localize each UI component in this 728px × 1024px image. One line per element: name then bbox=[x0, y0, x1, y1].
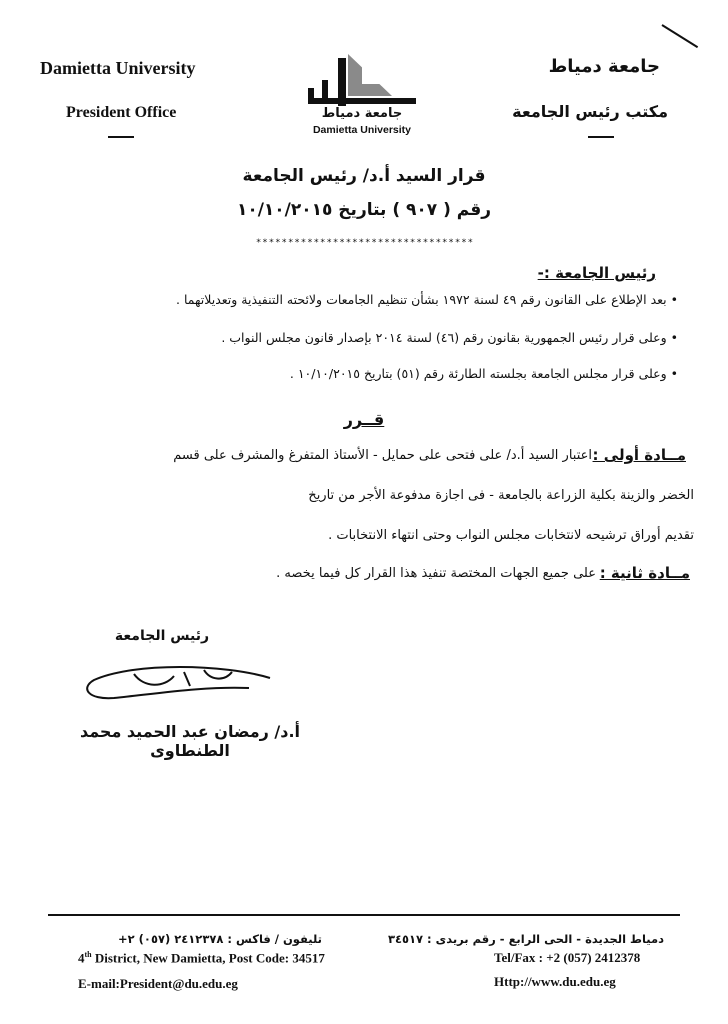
office-name-ar: مكتب رئيس الجامعة bbox=[512, 102, 668, 121]
preamble-item-text: وعلى قرار رئيس الجمهورية بقانون رقم (٤٦) لسنة ٢٠١٤ بإصدار قانون مجلس النواب . bbox=[221, 330, 667, 345]
footer-address-text: District, New Damietta, Post Code: 34517 bbox=[91, 950, 325, 966]
divider bbox=[588, 136, 614, 138]
corner-mark bbox=[661, 24, 698, 48]
university-name-en: Damietta University bbox=[40, 58, 196, 78]
signature-title: رئيس الجامعة bbox=[114, 628, 210, 644]
preamble-heading: رئيس الجامعة :- bbox=[537, 264, 656, 282]
decree-number: رقم ( ٩٠٧ ) بتاريخ ١٠/١٠/٢٠١٥ bbox=[236, 200, 492, 220]
bullet: • bbox=[666, 292, 678, 307]
university-name-ar: جامعة دمياط bbox=[548, 56, 660, 77]
footer-address-en bbox=[78, 950, 325, 966]
office-name-en: President Office bbox=[66, 104, 177, 121]
footer-phone-ar: تليفون / فاكس : ٢٤١٢٣٧٨ (٠٥٧) ٢+ bbox=[117, 932, 323, 946]
preamble-item bbox=[88, 330, 678, 345]
handwritten-signature bbox=[74, 658, 274, 706]
logo-text-en: Damietta University bbox=[312, 124, 412, 136]
footer-address-number: 4 bbox=[78, 950, 85, 966]
decree-title: قرار السيد أ.د/ رئيس الجامعة bbox=[242, 166, 486, 186]
footer-tel-en: Tel/Fax : +2 (057) 2412378 bbox=[494, 950, 641, 965]
star-separator: ********************************** bbox=[255, 238, 475, 248]
divider bbox=[108, 136, 134, 138]
footer-website[interactable]: Http://www.du.edu.eg bbox=[494, 974, 616, 989]
logo-emblem-icon bbox=[300, 50, 424, 112]
article-1-line: اعتبار السيد أ.د/ على فتحى على حمايل - الأستاذ المتفرغ والمشرف على قسم bbox=[173, 448, 592, 463]
preamble-item bbox=[88, 292, 678, 307]
article-2-text: على جميع الجهات المختصة تنفيذ هذا القرار كل فيما يخصه . bbox=[276, 566, 596, 581]
article-1-label: مــادة أولى : bbox=[592, 446, 686, 464]
footer-address-sup: th bbox=[84, 950, 92, 959]
footer-address-ar: دمياط الجديدة - الحى الرابع - رقم بريدى : ٣٤٥١٧ bbox=[387, 932, 664, 946]
article-1-line: تقديم أوراق ترشيحه لانتخابات مجلس النواب وحتى انتهاء الانتخابات . bbox=[328, 528, 694, 543]
article-2-label: مــادة ثانية : bbox=[599, 564, 690, 582]
preamble-item-text: بعد الإطلاع على القانون رقم ٤٩ لسنة ١٩٧٢ بشأن تنظيم الجامعات ولائحته التنفيذية وتعديلاتهما . bbox=[176, 292, 667, 307]
bullet: • bbox=[666, 330, 678, 345]
article-1-line: الخضر والزينة بكلية الزراعة بالجامعة - فى اجازة مدفوعة الأجر من تاريخ bbox=[308, 488, 694, 503]
signatory-name: أ.د/ رمضان عبد الحميد محمد الطنطاوى bbox=[79, 722, 301, 760]
logo-text-ar: جامعة دمياط bbox=[321, 106, 403, 121]
footer-divider bbox=[48, 914, 680, 916]
preamble-item-text: وعلى قرار مجلس الجامعة بجلسته الطارئة رقم (٥١) بتاريخ ١٠/١٠/٢٠١٥ . bbox=[289, 366, 667, 381]
university-logo bbox=[300, 50, 424, 140]
footer-email[interactable]: E-mail:President@du.edu.eg bbox=[78, 976, 238, 991]
decision-heading: قــرر bbox=[343, 410, 385, 429]
bullet: • bbox=[666, 366, 678, 381]
preamble-item bbox=[88, 366, 678, 381]
